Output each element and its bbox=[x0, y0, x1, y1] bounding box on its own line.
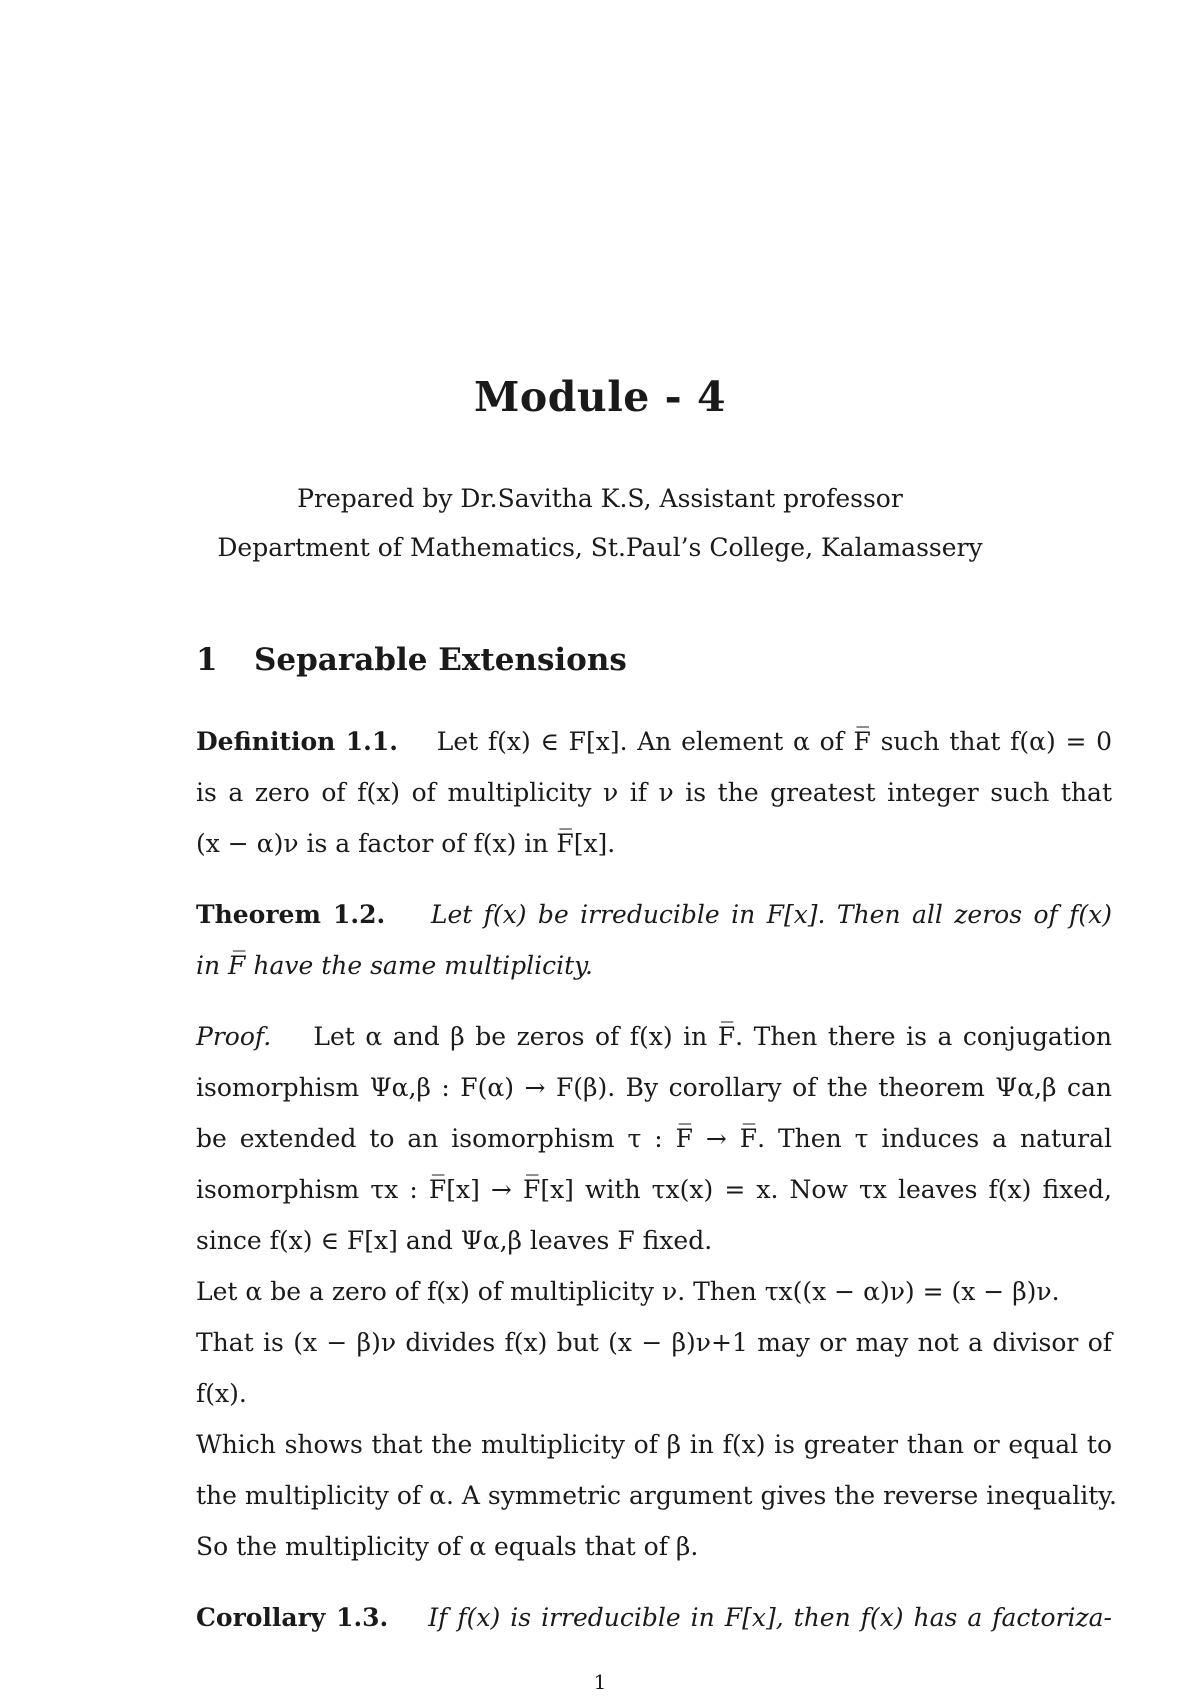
theorem-text: Let f(x) be irreducible in F[x]. Then all zeros of f(x) bbox=[430, 900, 1113, 929]
proof-line: That is (x − β)ν divides f(x) but (x − β)ν+1 may or may not a divisor of bbox=[196, 1328, 1112, 1357]
proof-line bbox=[196, 1020, 1112, 1054]
proof-line: Let α be a zero of f(x) of multiplicity ν. Then τx((x − α)ν) = (x − β)ν. bbox=[196, 1277, 1060, 1306]
corollary-label: Corollary 1.3. bbox=[196, 1603, 389, 1632]
corollary-text: If f(x) is irreducible in F[x], then f(x) has a factoriza- bbox=[428, 1603, 1112, 1632]
proof-line: isomorphism Ψα,β : F(α) → F(β). By corollary of the theorem Ψα,β can bbox=[196, 1073, 1112, 1102]
page-number: 1 bbox=[593, 1670, 607, 1694]
theorem-label: Theorem 1.2. bbox=[196, 900, 386, 929]
section-heading bbox=[196, 640, 627, 680]
section-number: 1 bbox=[196, 642, 218, 678]
proof-line: isomorphism τx : F̅[x] → F̅[x] with τx(x) = x. Now τx leaves f(x) fixed, bbox=[196, 1175, 1112, 1204]
definition-label: Definition 1.1. bbox=[196, 727, 398, 756]
proof-text: Let α and β be zeros of f(x) in F̅. Then there is a conjugation bbox=[313, 1022, 1112, 1051]
proof-line: be extended to an isomorphism τ : F̅ → F̅. Then τ induces a natural bbox=[196, 1124, 1112, 1153]
affiliation-line: Department of Mathematics, St.Paul’s College, Kalamassery bbox=[217, 533, 983, 562]
definition-line bbox=[196, 725, 1112, 759]
definition-text: Let f(x) ∈ F[x]. An element α of F̅ such that f(α) = 0 bbox=[436, 727, 1112, 756]
corollary-line bbox=[196, 1601, 1112, 1635]
proof-line: the multiplicity of α. A symmetric argument gives the reverse inequality. bbox=[196, 1481, 1117, 1510]
proof-line: since f(x) ∈ F[x] and Ψα,β leaves F fixed. bbox=[196, 1226, 713, 1255]
definition-line: is a zero of f(x) of multiplicity ν if ν is the greatest integer such that bbox=[196, 778, 1112, 807]
theorem-line bbox=[196, 898, 1112, 932]
theorem-line: in F̅ have the same multiplicity. bbox=[196, 951, 593, 980]
page-title: Module - 4 bbox=[474, 373, 726, 421]
definition-line: (x − α)ν is a factor of f(x) in F̅[x]. bbox=[196, 829, 616, 858]
section-title: Separable Extensions bbox=[254, 642, 627, 678]
proof-label: Proof. bbox=[196, 1022, 272, 1051]
author-line: Prepared by Dr.Savitha K.S, Assistant professor bbox=[297, 484, 903, 513]
proof-line: So the multiplicity of α equals that of β. bbox=[196, 1532, 699, 1561]
proof-line: f(x). bbox=[196, 1379, 247, 1408]
proof-line: Which shows that the multiplicity of β in f(x) is greater than or equal to bbox=[196, 1430, 1112, 1459]
